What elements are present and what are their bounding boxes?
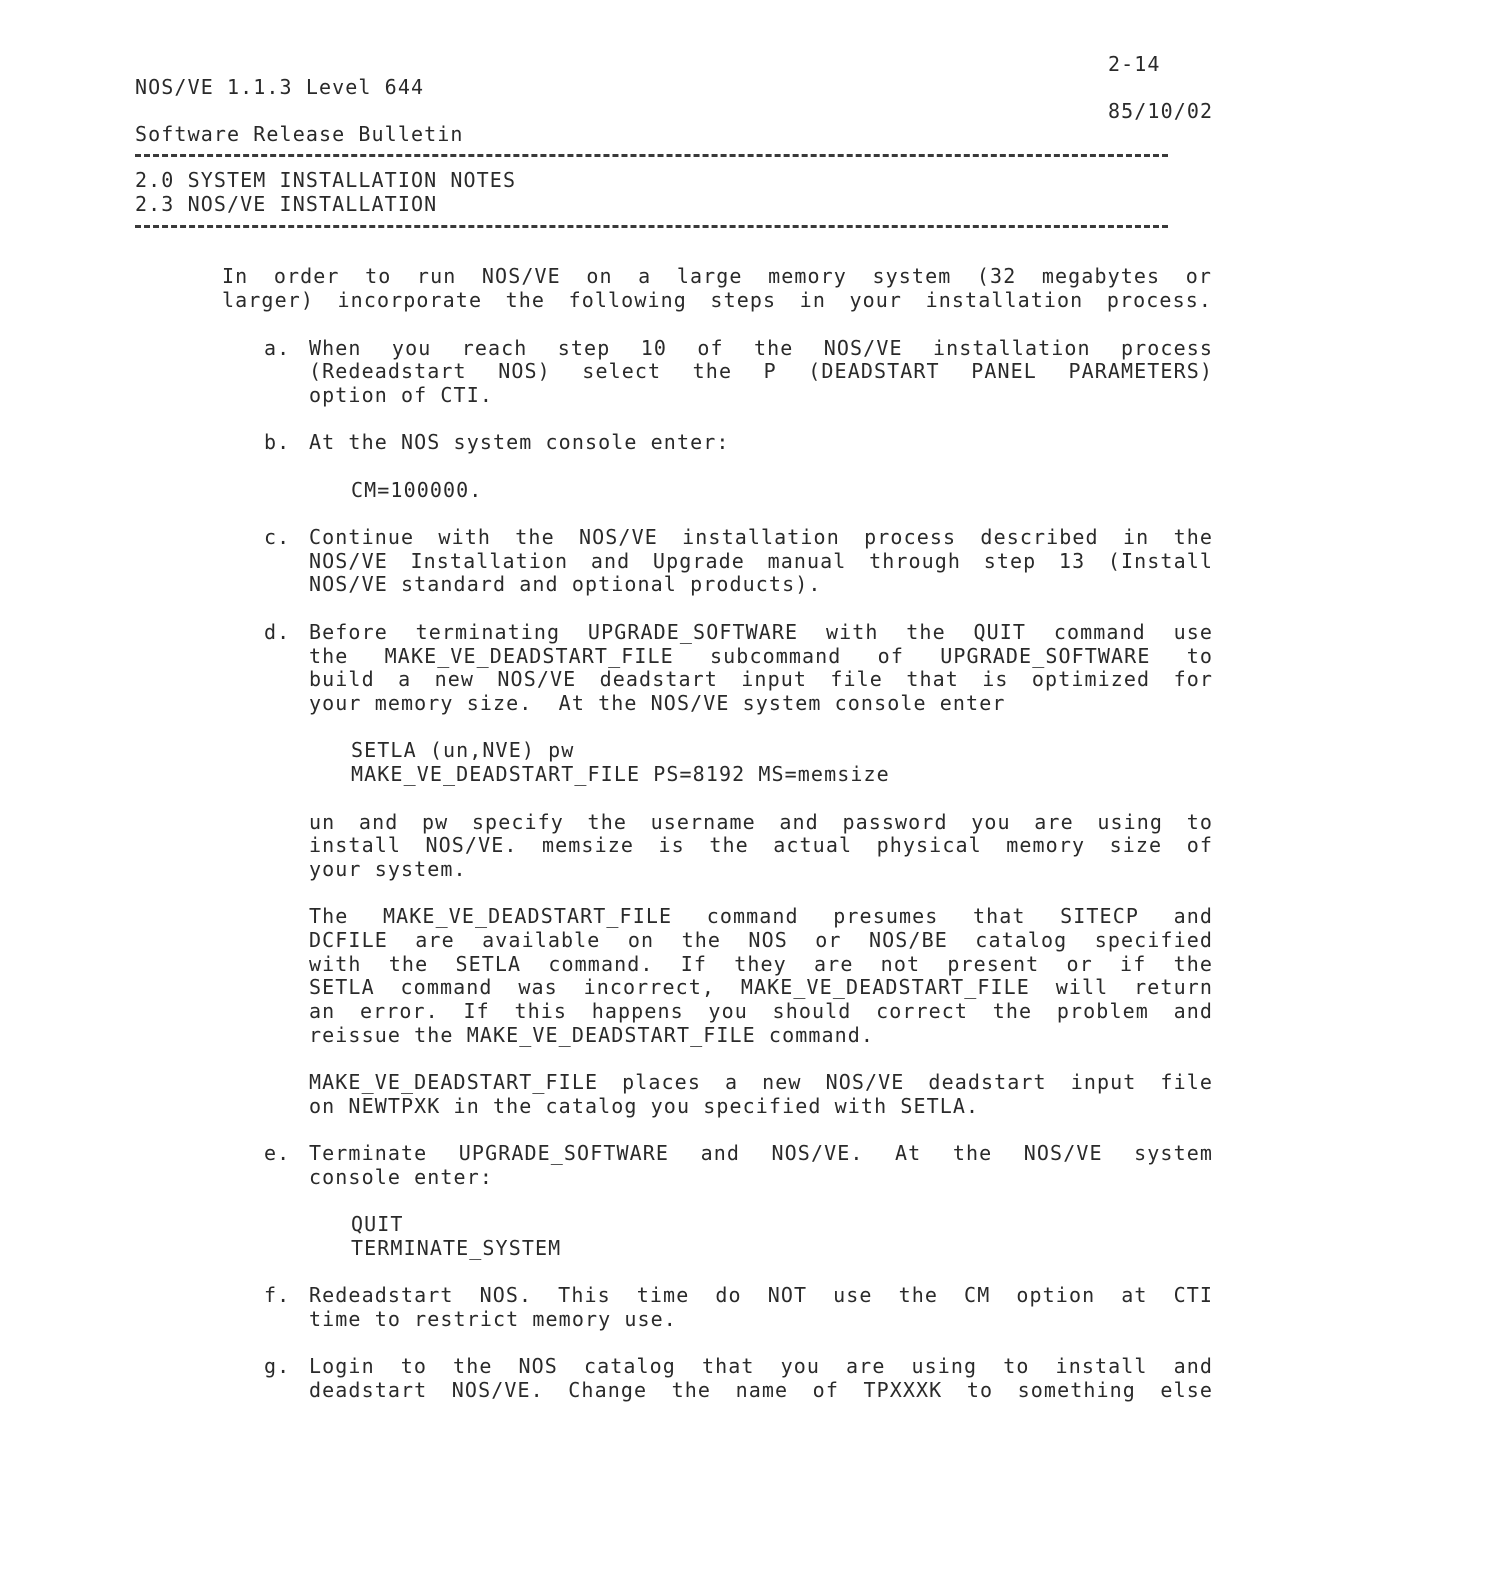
step-text-line: Redeadstart NOS. This time do NOT use the CM option at CTI [309,1283,1213,1307]
step-marker: g. [264,1354,291,1378]
step-text-line: Terminate UPGRADE_SOFTWARE and NOS/VE. At the NOS/VE system [309,1141,1213,1165]
step-text-line: your system. [309,857,467,881]
step-text-line: an error. If this happens you should correct the problem and [309,999,1213,1023]
intro-line: In order to run NOS/VE on a large memory system (32 megabytes or [222,264,1212,288]
document-title: Software Release Bulletin [135,122,464,146]
step-text-line: the MAKE_VE_DEADSTART_FILE subcommand of UPGRADE_SOFTWARE to [309,644,1213,668]
step-text-line: MAKE_VE_DEADSTART_FILE places a new NOS/VE deadstart input file [309,1070,1213,1094]
step-text-line: console enter: [309,1165,493,1189]
product-version: NOS/VE 1.1.3 Level 644 [135,75,425,99]
page-number: 2-14 [1108,52,1161,76]
step-marker: b. [264,430,291,454]
step-marker: c. [264,525,291,549]
step-text-line: deadstart NOS/VE. Change the name of TPXXXK to something else [309,1378,1213,1402]
console-command: MAKE_VE_DEADSTART_FILE PS=8192 MS=memsize [351,762,890,786]
step-text-line: The MAKE_VE_DEADSTART_FILE command presumes that SITECP and [309,904,1213,928]
step-text-line: install NOS/VE. memsize is the actual physical memory size of [309,833,1213,857]
step-text-line: build a new NOS/VE deadstart input file that is optimized for [309,667,1213,691]
step-text-line: Login to the NOS catalog that you are using to install and [309,1354,1213,1378]
step-marker: f. [264,1283,291,1307]
step-text-line: with the SETLA command. If they are not present or if the [309,952,1213,976]
step-text-line: option of CTI. [309,383,493,407]
step-text-line: time to restrict memory use. [309,1307,677,1331]
step-text-line: DCFILE are available on the NOS or NOS/BE catalog specified [309,928,1213,952]
console-command: QUIT [351,1212,404,1236]
console-command: TERMINATE_SYSTEM [351,1236,562,1260]
step-marker: e. [264,1141,291,1165]
step-text-line: on NEWTPXK in the catalog you specified with SETLA. [309,1094,980,1118]
step-text-line: When you reach step 10 of the NOS/VE installation process [309,336,1213,360]
header-rule-bottom [135,225,1168,228]
subsection-heading: 2.3 NOS/VE INSTALLATION [135,192,438,216]
step-text-line: reissue the MAKE_VE_DEADSTART_FILE command. [309,1023,875,1047]
document-date: 85/10/02 [1108,99,1214,123]
step-text-line: (Redeadstart NOS) select the P (DEADSTART PANEL PARAMETERS) [309,359,1213,383]
step-text-line: Before terminating UPGRADE_SOFTWARE with the QUIT command use [309,620,1213,644]
console-command: CM=100000. [351,478,483,502]
step-text-line: SETLA command was incorrect, MAKE_VE_DEADSTART_FILE will return [309,975,1213,999]
step-marker: d. [264,620,291,644]
header-rule-top [135,154,1168,157]
console-command: SETLA (un,NVE) pw [351,738,575,762]
step-text-line: your memory size. At the NOS/VE system console enter [309,691,1006,715]
intro-line: larger) incorporate the following steps in your installation process. [222,288,1212,312]
step-text-line: un and pw specify the username and password you are using to [309,810,1213,834]
step-text-line: NOS/VE standard and optional products). [309,572,822,596]
section-heading: 2.0 SYSTEM INSTALLATION NOTES [135,168,517,192]
step-marker: a. [264,336,291,360]
step-text-line: Continue with the NOS/VE installation process described in the [309,525,1213,549]
step-text-line: NOS/VE Installation and Upgrade manual through step 13 (Install [309,549,1213,573]
step-text-line: At the NOS system console enter: [309,430,730,454]
